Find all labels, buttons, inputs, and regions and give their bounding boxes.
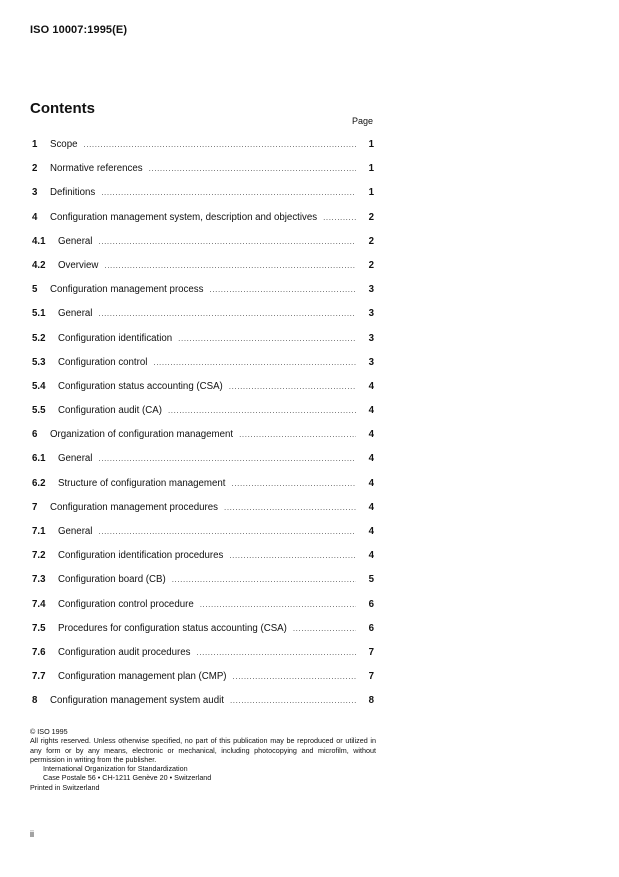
- toc-entry-page: 5: [368, 574, 374, 586]
- toc-entry-page: 1: [368, 139, 374, 150]
- toc-dot-leader: [229, 381, 356, 393]
- toc-entry-title: Configuration control procedure: [58, 598, 194, 610]
- toc-dot-leader: [200, 599, 356, 611]
- toc-dot-leader: [229, 550, 356, 562]
- toc-entry[interactable]: [32, 255, 374, 279]
- toc-entry-number: 5.2: [32, 332, 46, 344]
- toc-entry-title: Normative references: [50, 163, 143, 175]
- toc-entry-page: 4: [368, 526, 374, 537]
- toc-entry[interactable]: [32, 134, 374, 158]
- toc-entry-title: General: [58, 235, 93, 247]
- toc-dot-leader: [178, 333, 356, 345]
- page-column-label: Page: [351, 116, 373, 126]
- toc-dot-leader: [98, 236, 356, 248]
- toc-dot-leader: [98, 453, 356, 465]
- toc-dot-leader: [98, 308, 356, 320]
- toc-entry[interactable]: [32, 618, 374, 642]
- toc-dot-leader: [323, 212, 356, 224]
- toc-entry-page: 4: [368, 550, 374, 562]
- toc-dot-leader: [149, 163, 356, 175]
- toc-entry-title: Configuration audit (CA): [58, 405, 162, 417]
- toc-entry-title: Configuration management system audit: [50, 695, 224, 707]
- toc-entry-page: 4: [368, 429, 374, 441]
- toc-dot-leader: [153, 357, 356, 369]
- toc-entry[interactable]: [32, 279, 374, 303]
- toc-entry-number: 7.2: [32, 550, 46, 562]
- toc-entry-number: 6.1: [32, 453, 46, 465]
- copyright-line: © ISO 1995: [30, 727, 68, 736]
- toc-entry[interactable]: [32, 328, 374, 352]
- toc-entry[interactable]: [32, 182, 374, 206]
- toc-entry-title: Definitions: [50, 187, 96, 199]
- toc-entry-page: 7: [368, 671, 374, 683]
- toc-entry-number: 4.1: [32, 235, 46, 247]
- toc-entry[interactable]: [32, 473, 374, 497]
- toc-entry-number: 7.5: [32, 622, 46, 634]
- toc-entry-page: 3: [368, 308, 374, 320]
- toc-entry-page: 4: [368, 405, 374, 417]
- toc-entry-number: 4.2: [32, 259, 46, 271]
- toc-dot-leader: [230, 695, 356, 707]
- toc-dot-leader: [83, 139, 356, 151]
- toc-entry-title: Configuration board (CB): [58, 574, 166, 586]
- toc-entry-number: 5: [32, 284, 38, 296]
- toc-entry-number: 3: [32, 187, 38, 199]
- toc-entry-page: 2: [368, 235, 374, 247]
- toc-entry-title: Configuration identification procedures: [58, 550, 224, 562]
- toc-dot-leader: [224, 502, 356, 514]
- toc-entry-page: 6: [368, 622, 374, 634]
- toc-dot-leader: [231, 478, 356, 490]
- toc-entry[interactable]: [32, 594, 374, 618]
- document-id: ISO 10007:1995(E): [30, 24, 128, 36]
- toc-entry-page: 4: [368, 501, 374, 513]
- toc-entry-number: 5.4: [32, 380, 46, 392]
- toc-entry-number: 5.5: [32, 405, 46, 417]
- toc-entry-title: General: [58, 453, 93, 465]
- toc-entry-number: 7.6: [32, 646, 46, 658]
- toc-entry-page: 4: [368, 477, 374, 489]
- toc-entry-number: 4: [32, 211, 38, 223]
- toc-entry[interactable]: [32, 545, 374, 569]
- toc-entry-title: Configuration management process: [50, 284, 204, 296]
- toc-entry-number: 7.7: [32, 671, 46, 683]
- toc-entry[interactable]: [32, 521, 374, 545]
- toc-dot-leader: [196, 647, 356, 659]
- toc-entry-title: Configuration status accounting (CSA): [58, 380, 223, 392]
- toc-entry[interactable]: [32, 448, 374, 472]
- copyright-block: [30, 727, 376, 792]
- printed-in: Printed in Switzerland: [30, 782, 100, 792]
- toc-entry-title: Configuration management procedures: [50, 501, 219, 513]
- toc-entry[interactable]: [32, 666, 374, 690]
- toc-entry-title: Configuration management system, description and objectives: [50, 211, 318, 223]
- toc-entry-number: 7.4: [32, 598, 46, 610]
- toc-entry[interactable]: [32, 376, 374, 400]
- toc-entry-title: Structure of configuration management: [58, 477, 226, 489]
- toc-entry-page: 8: [368, 695, 374, 707]
- toc-entry[interactable]: [32, 497, 374, 521]
- toc-dot-leader: [239, 429, 356, 441]
- toc-entry-page: 1: [368, 163, 374, 175]
- toc-dot-leader: [293, 623, 356, 635]
- rights-notice: All rights reserved. Unless otherwise specified, no part of this publication may be reproduced or utilized in any form or by any means, electronic or mechanical, including photocopying and microfilm, without permission in writing from the publisher.: [30, 736, 376, 764]
- toc-entry-number: 5.3: [32, 356, 46, 368]
- toc-entry-number: 7.3: [32, 574, 46, 586]
- toc-entry[interactable]: [32, 207, 374, 231]
- organization-name: International Organization for Standardization: [43, 764, 188, 774]
- toc-entry-title: Configuration control: [58, 356, 148, 368]
- toc-dot-leader: [101, 187, 356, 199]
- toc-entry[interactable]: [32, 303, 374, 327]
- toc-dot-leader: [233, 671, 356, 683]
- toc-entry-number: 8: [32, 695, 38, 707]
- toc-entry-page: 2: [368, 211, 374, 223]
- toc-entry[interactable]: [32, 352, 374, 376]
- toc-entry-title: Organization of configuration management: [50, 429, 234, 441]
- toc-entry[interactable]: [32, 158, 374, 182]
- table-of-contents: [32, 134, 374, 715]
- toc-entry-title: General: [58, 526, 93, 537]
- toc-entry[interactable]: [32, 690, 374, 714]
- toc-entry-title: Configuration management plan (CMP): [58, 671, 227, 683]
- toc-entry-page: 6: [368, 598, 374, 610]
- page-number: ii: [30, 829, 34, 839]
- toc-entry-page: 3: [368, 356, 374, 368]
- toc-entry-title: Configuration audit procedures: [58, 646, 191, 658]
- toc-dot-leader: [209, 284, 356, 296]
- toc-dot-leader: [168, 405, 356, 417]
- toc-entry-title: General: [58, 308, 93, 320]
- toc-entry[interactable]: [32, 424, 374, 448]
- toc-entry-page: 3: [368, 284, 374, 296]
- toc-entry-number: 5.1: [32, 308, 46, 320]
- contents-title: Contents: [30, 100, 95, 117]
- toc-entry-number: 7.1: [32, 526, 46, 537]
- toc-entry-number: 6: [32, 429, 38, 441]
- toc-entry-page: 7: [368, 646, 374, 658]
- toc-entry-page: 2: [368, 259, 374, 271]
- toc-entry-page: 3: [368, 332, 374, 344]
- toc-entry[interactable]: [32, 569, 374, 593]
- toc-entry-number: 7: [32, 501, 38, 513]
- toc-entry-title: Configuration identification: [58, 332, 173, 344]
- toc-entry-page: 4: [368, 453, 374, 465]
- toc-dot-leader: [104, 260, 356, 272]
- toc-entry-title: Scope: [50, 139, 78, 150]
- toc-entry-page: 4: [368, 380, 374, 392]
- toc-dot-leader: [98, 526, 356, 538]
- toc-entry[interactable]: [32, 231, 374, 255]
- toc-entry-number: 2: [32, 163, 38, 175]
- toc-dot-leader: [172, 574, 356, 586]
- toc-entry-title: Overview: [58, 259, 99, 271]
- toc-entry-number: 6.2: [32, 477, 46, 489]
- toc-entry[interactable]: [32, 400, 374, 424]
- toc-entry[interactable]: [32, 642, 374, 666]
- toc-entry-page: 1: [368, 187, 374, 199]
- toc-entry-title: Procedures for configuration status accounting (CSA): [58, 622, 287, 634]
- organization-address: Case Postale 56 • CH-1211 Genève 20 • Switzerland: [43, 773, 212, 783]
- toc-entry-number: 1: [32, 139, 38, 150]
